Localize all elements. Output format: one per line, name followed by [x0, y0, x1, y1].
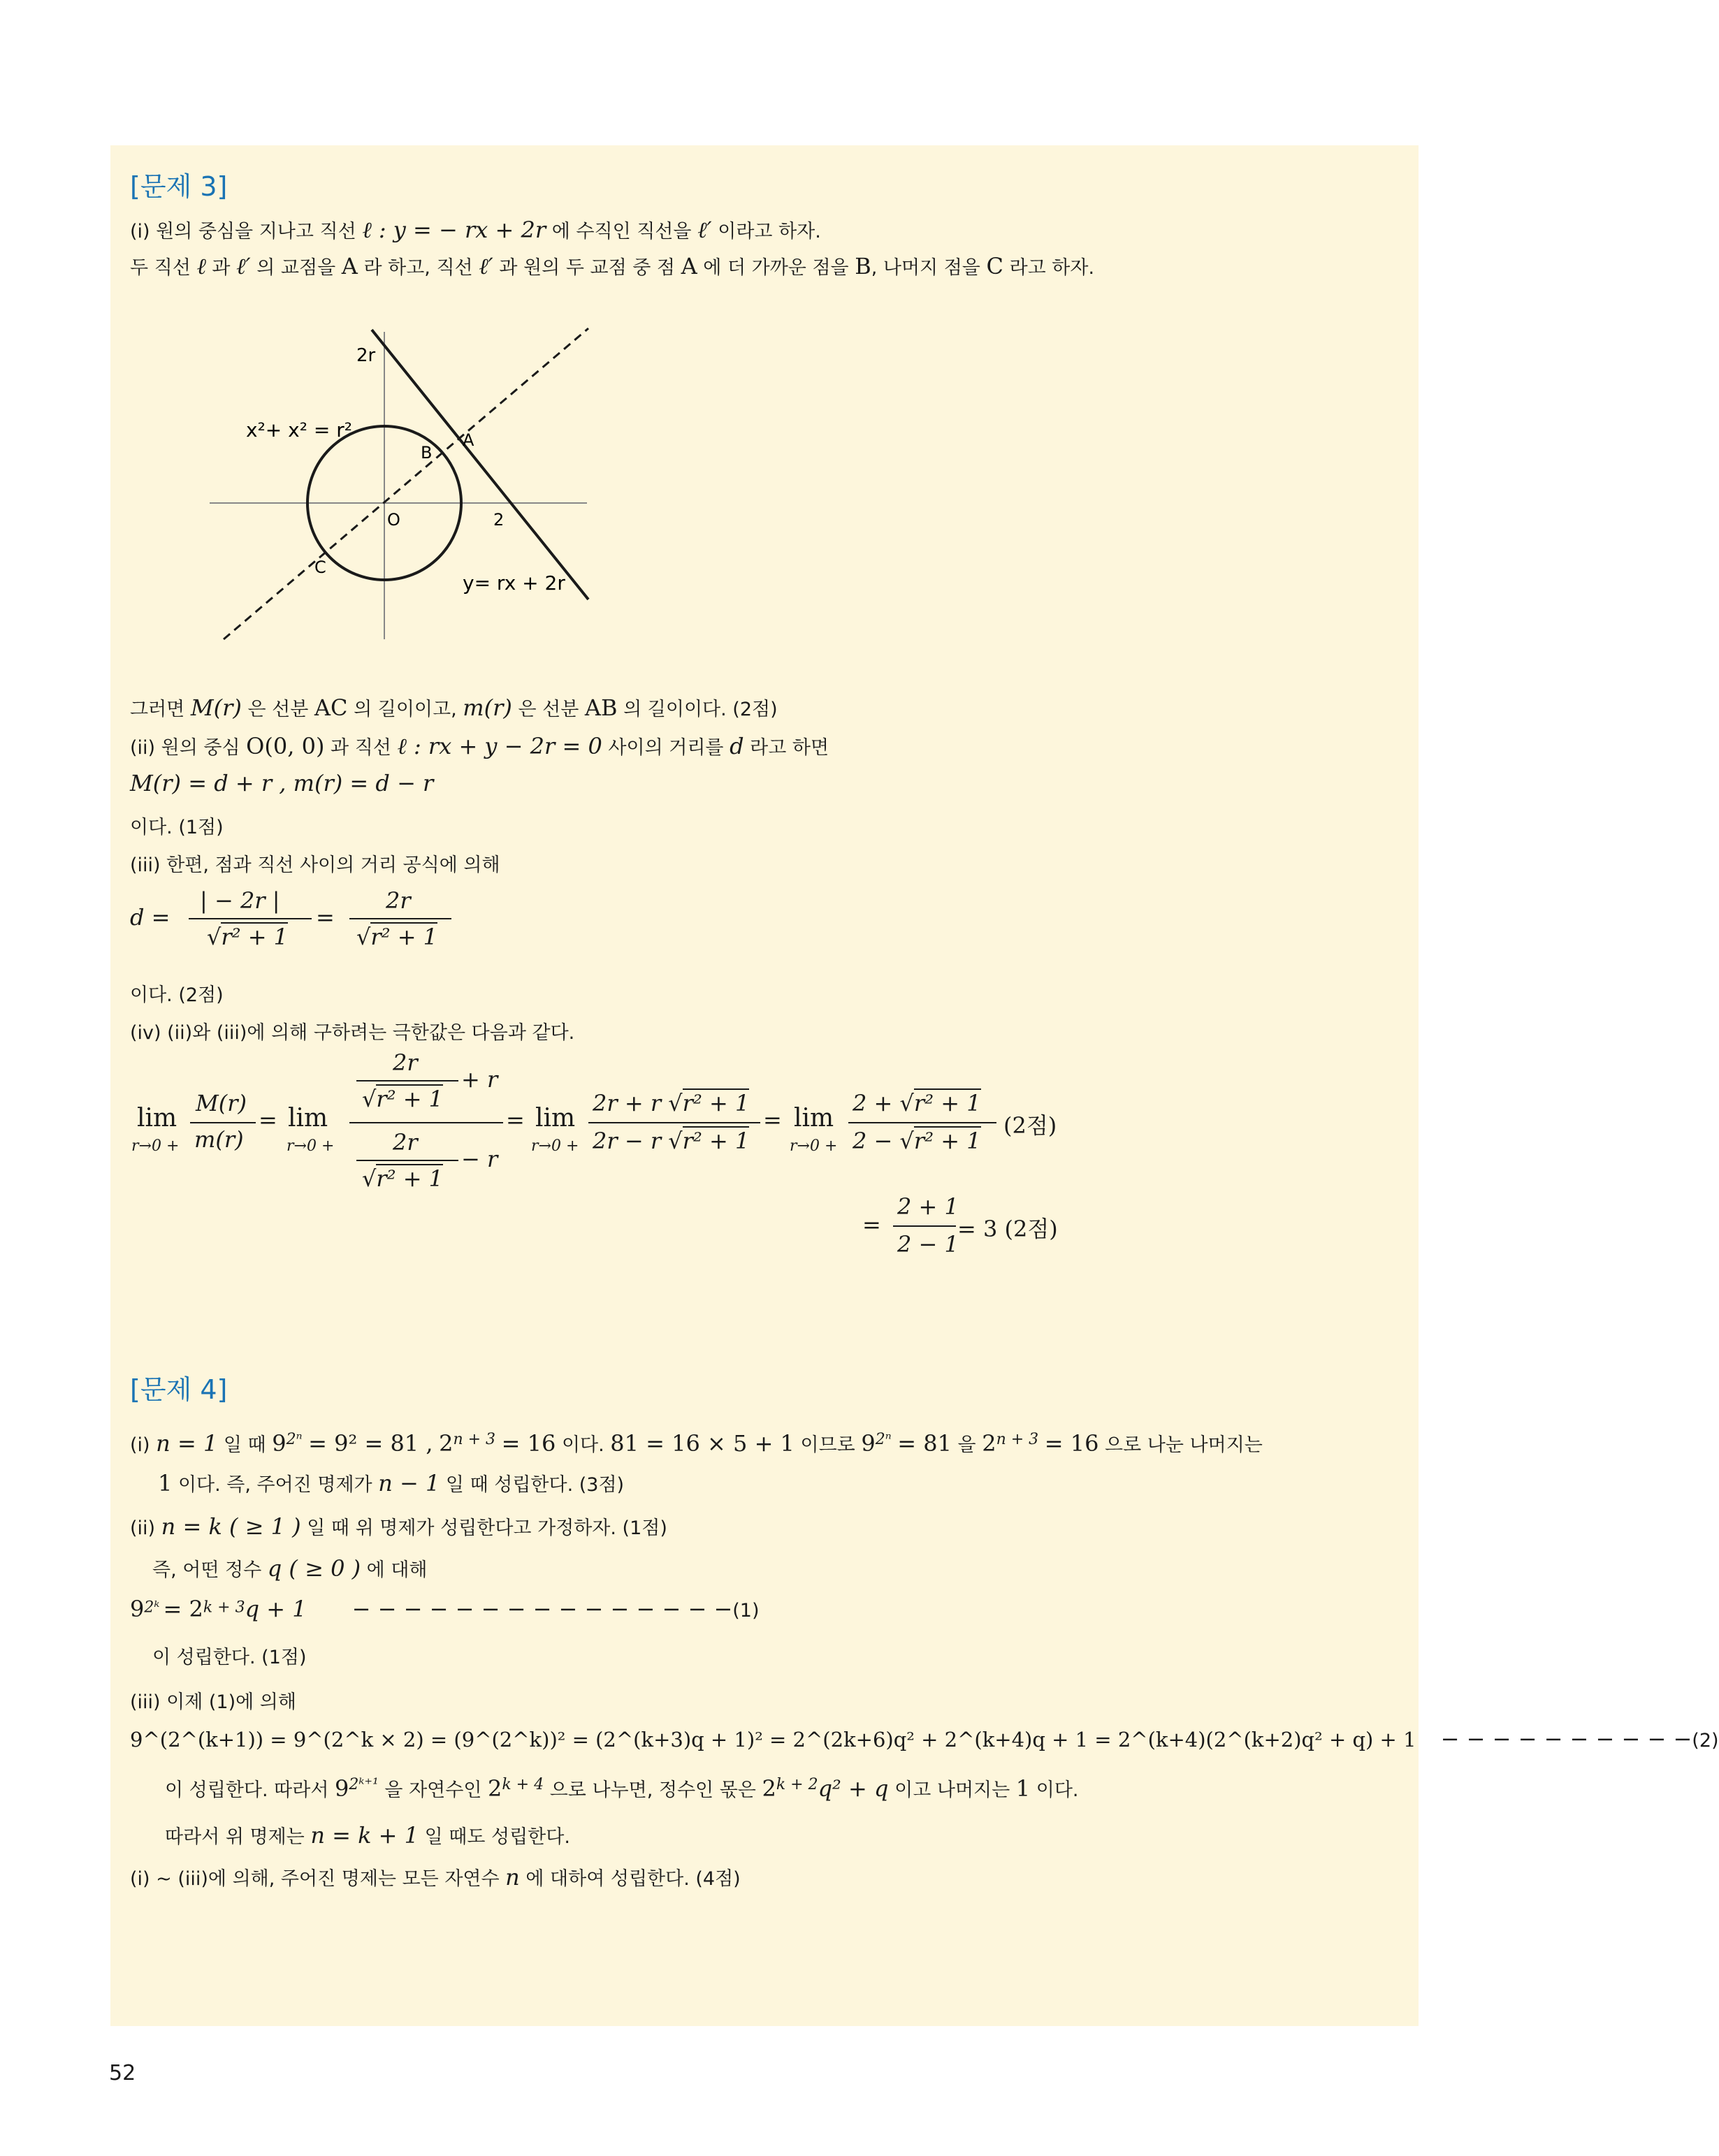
limit-final-eq: =: [862, 1211, 881, 1238]
d-equation-fraction-bar1: [189, 918, 312, 919]
problem3-then-line: 그러면 M(r) 은 선분 AC 의 길이이고, m(r) 은 선분 AB 의 길이이다. (2점): [130, 694, 778, 721]
label-2r: 2r: [356, 345, 376, 366]
problem3-iii-line: (iii) 한편, 점과 직선 사이의 거리 공식에 의해: [130, 854, 500, 876]
d-equation-den2: √r² + 1: [356, 924, 438, 950]
limit-main-bar: [349, 1122, 503, 1123]
problem4-equation-1: $9^{2ᵏ} = 2^{k + 3}q + 1$ − − − − − − − − − − − − − − −(1): [130, 1596, 760, 1622]
limit-lhs-bar: [190, 1122, 256, 1123]
point-a-label: A: [463, 430, 474, 450]
limit-lhs-num: M(r): [196, 1090, 247, 1116]
d-equation-equals: =: [316, 904, 335, 931]
page-number: 52: [109, 2061, 136, 2085]
d-equation-num1: | − 2r |: [200, 887, 280, 914]
problem3-iv-line: (iv) (ii)와 (iii)에 의해 구하려는 극한값은 다음과 같다.: [130, 1022, 575, 1044]
limit-final-den: 2 − 1: [897, 1231, 959, 1258]
limit-lim-3: lim: [535, 1104, 576, 1132]
problem3-intro-line2: 두 직선 ℓ 과 ℓ′ 의 교점을 A 라 하고, 직선 ℓ′ 과 원의 두 교점 중 점 A 에 더 가까운 점을 B, 나머지 점을 C 라고 하자.: [130, 253, 1095, 279]
d-equation-lhs: d =: [130, 904, 171, 931]
point-c-label: C: [314, 558, 326, 577]
point-b-label: B: [421, 443, 433, 462]
problem4-heading: [문제 4]: [130, 1374, 228, 1405]
line-l: [372, 330, 588, 599]
problem4-i-line1: (i) n = 1 일 때 $9^{2^n} = 9^2 = 81$ , $2^{n + 3} = 16$ 이다. 81 = 16 × 5 + 1 이므로 $9^{2^n} = 81$ 을 $2^{n + 3} = 16$ 으로 나눈 나머지는: [130, 1430, 1263, 1457]
problem3-ii-end: 이다. (1점): [130, 817, 224, 838]
limit-plus-r: + r: [461, 1066, 498, 1093]
problem3-heading: [문제 3]: [130, 171, 228, 202]
limit-fourth-bar: [848, 1122, 996, 1123]
limit-lim-1: lim: [137, 1104, 177, 1132]
problem3-intro-line1: (i) 원의 중심을 지나고 직선 ℓ : y = − rx + 2r 에 수직인 직선을 ℓ′ 이라고 하자.: [130, 217, 821, 243]
geometry-diagram: [203, 321, 608, 650]
d-equation-fraction-bar2: [349, 918, 451, 919]
limit-eq-3: =: [763, 1107, 782, 1133]
problem3-iii-end: 이다. (2점): [130, 984, 224, 1006]
limit-third-den: 2r − r √r² + 1: [593, 1128, 750, 1154]
problem4-equation-2: 9^(2^(k+1)) = 9^(2^k × 2) = (9^(2^k))² = (2^(k+3)q + 1)² = 2^(2k+6)q² + 2^(k+4)q + 1 = 2^(k+4)(2^(k+2)q² + q) + 1 − − − − − − − − − −(2): [130, 1726, 1719, 1752]
limit-minus-r: − r: [461, 1146, 498, 1172]
limit-lhs-den: m(r): [194, 1126, 244, 1153]
d-equation-den1: √r² + 1: [207, 924, 289, 950]
limit-lim-2: lim: [288, 1104, 328, 1132]
limit-eq-1: =: [259, 1107, 277, 1133]
limit-under-1: r→0 +: [131, 1137, 180, 1155]
limit-lim-4: lim: [794, 1104, 834, 1132]
limit-final-value: = 3 (2점): [957, 1216, 1058, 1242]
problem4-ii-line1: (ii) n = k ( ≥ 1 ) 일 때 위 명제가 성립한다고 가정하자. (1점): [130, 1513, 667, 1540]
limit-third-bar: [588, 1122, 760, 1123]
problem3-ii-equation: M(r) = d + r , m(r) = d − r: [130, 770, 434, 796]
limit-final-num: 2 + 1: [897, 1193, 959, 1220]
limit-under-4: r→0 +: [790, 1137, 838, 1155]
problem4-ii-line2: 즉, 어떤 정수 q ( ≥ 0 ) 에 대해: [152, 1555, 428, 1582]
limit-top-num: 2r: [393, 1049, 418, 1076]
line-equation: y= rx + 2r: [463, 571, 565, 595]
problem4-iii-result2: 따라서 위 명제는 n = k + 1 일 때도 성립한다.: [165, 1822, 570, 1849]
limit-fourth-num: 2 + √r² + 1: [853, 1090, 981, 1116]
limit-fourth-den: 2 − √r² + 1: [853, 1128, 981, 1154]
limit-bot-den: √r² + 1: [362, 1165, 444, 1192]
limit-score-1: (2점): [1003, 1112, 1057, 1139]
label-2: 2: [493, 510, 505, 530]
limit-top-bar: [356, 1080, 458, 1081]
origin-label: O: [387, 510, 400, 530]
limit-under-2: r→0 +: [286, 1137, 335, 1155]
circle-equation: x²+ x² = r²: [246, 418, 352, 442]
limit-under-3: r→0 +: [531, 1137, 579, 1155]
problem4-iii-line: (iii) 이제 (1)에 의해: [130, 1691, 296, 1713]
problem4-iii-result: 이 성립한다. 따라서 $9^{2ᵏ^{+1}}$ 을 자연수인 $2^{k + 4}$ 으로 나누면, 정수인 몫은 $2^{k + 2}q^2 + q$ 이고 나머지는 1 이다.: [165, 1775, 1079, 1802]
limit-final-bar: [893, 1225, 956, 1227]
problem4-ii-end: 이 성립한다. (1점): [152, 1647, 307, 1668]
d-equation-num2: 2r: [386, 887, 411, 914]
limit-third-num: 2r + r √r² + 1: [593, 1090, 750, 1116]
limit-top-den: √r² + 1: [362, 1086, 444, 1112]
problem3-ii-line: (ii) 원의 중심 O(0, 0) 과 직선 ℓ : rx + y − 2r = 0 사이의 거리를 d 라고 하면: [130, 733, 829, 759]
problem4-conclusion: (i) ~ (iii)에 의해, 주어진 명제는 모든 자연수 n 에 대하여 성립한다. (4점): [130, 1864, 741, 1891]
limit-bot-bar: [356, 1160, 458, 1161]
problem4-i-line2: 1 이다. 즉, 주어진 명제가 n − 1 일 때 성립한다. (3점): [158, 1470, 625, 1496]
limit-eq-2: =: [506, 1107, 525, 1133]
limit-bot-num: 2r: [393, 1129, 418, 1156]
